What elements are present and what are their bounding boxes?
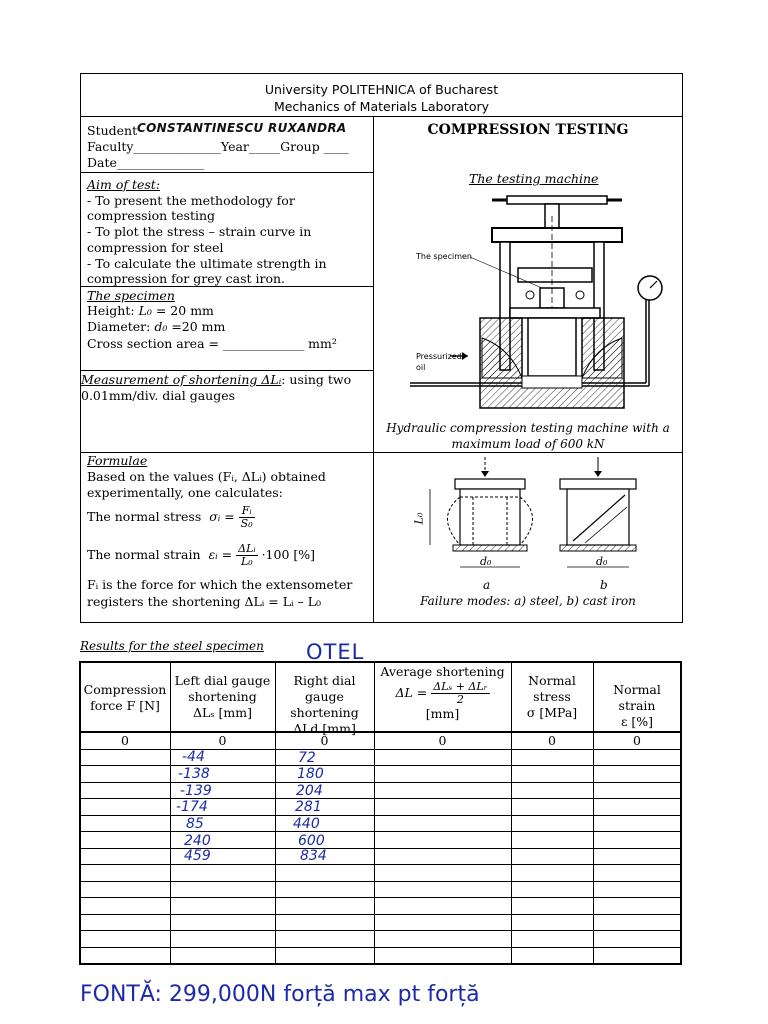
specimen-diameter [87,319,225,335]
average-symbol: ΔL = [395,685,428,700]
divider [80,172,373,173]
stress-fraction [239,505,255,530]
row-divider [80,897,681,898]
row-divider [80,831,681,832]
row-divider [80,914,681,915]
aim-line: compression for grey cast iron. [87,271,286,286]
average-fraction [431,681,489,706]
diameter-value: =20 mm [167,319,226,334]
stress-denominator: S₀ [240,517,253,530]
specimen-heading: The specimen [87,288,175,303]
table-cell: 0 [320,733,329,748]
row-divider [80,765,681,766]
strain-denominator: L₀ [241,555,253,568]
height-symbol: L₀ [138,303,152,318]
failure-caption: Failure modes: a) steel, b) cast iron [420,594,636,608]
right-gauge-reading: 600 [298,833,325,849]
results-heading: Results for the steel specimen [80,639,264,653]
footer-handwritten-note: FONTĂ: 299,000N forță max pt forță [80,982,480,1007]
formulae-intro: Based on the values (Fᵢ, ΔLᵢ) obtained [87,469,326,484]
average-formula [374,680,511,706]
testing-machine-diagram [410,188,680,416]
col-header-line: ε [%] [620,714,654,729]
machine-caption: Hydraulic compression testing machine with a [386,421,670,435]
col-header-line: ΔLd [mm] [293,721,356,736]
divider [80,452,683,453]
col-header-line: [mm] [425,706,460,721]
mode-b-label: b [600,578,608,592]
divider [80,370,373,371]
stress-label: The normal stress [87,509,202,524]
col-header-line: Normal strain [613,682,661,713]
right-gauge-reading: 281 [295,799,322,815]
row-divider [80,881,681,882]
measurement-rest: : using two [281,372,352,387]
left-gauge-reading: -174 [176,799,208,815]
l0-label: L₀ [412,512,426,525]
right-gauge-reading: 180 [297,766,324,782]
table-cell: 0 [218,733,227,748]
strain-numerator: ΔLᵢ [238,542,256,555]
right-gauge-reading: 204 [296,783,323,799]
left-gauge-reading: 85 [186,816,204,832]
col-header-line: stress [533,689,571,704]
col-header-line: shortening [188,689,257,704]
row-divider [80,782,681,783]
col-header-line: shortening [290,705,359,720]
row-divider [80,815,681,816]
col-header-line: σ [MPa] [526,705,578,720]
force-note: registers the shortening ΔLᵢ = Lᵢ – L₀ [87,594,322,609]
right-gauge-reading: 72 [298,750,316,766]
steel-handwritten-tag: OTEL [306,640,365,664]
row-divider [80,798,681,799]
table-cell: 0 [548,733,556,748]
table-cell: 0 [121,733,129,748]
row-divider [80,749,681,750]
average-numerator: ΔLₛ + ΔLᵣ [433,680,488,693]
stress-symbol: σᵢ = [209,509,235,524]
height-value: = 20 mm [151,303,214,318]
row-divider [80,848,681,849]
machine-specimen-label: The specimen [416,252,472,261]
stress-numerator: Fᵢ [239,505,255,518]
university-name: University POLITEHNICA of Bucharest [264,82,499,97]
strain-symbol: εᵢ = [208,547,233,562]
right-gauge-reading: 440 [293,816,320,832]
failure-modes-diagram [395,455,655,595]
table-cell: 0 [633,733,641,748]
row-divider [80,864,681,865]
col-header-line: Normal [528,673,576,688]
col-header-stress [511,673,593,721]
col-header-line: ΔLₛ [mm] [193,705,252,720]
left-gauge-reading: -138 [178,766,210,782]
col-header-average [374,664,511,722]
strain-tail: ·100 [%] [261,547,316,562]
student-name-handwritten: CONSTANTINESCU RUXANDRA [137,121,347,135]
date-line: Date______________ [87,155,205,170]
row-divider [80,947,681,948]
d0-label-a: d₀ [480,555,492,568]
diameter-label: Diameter: [87,319,151,334]
col-header-line: force F [N] [90,698,160,713]
formulae-intro: experimentally, one calculates: [87,485,283,500]
aim-line: - To calculate the ultimate strength in [87,256,327,271]
right-gauge-reading: 834 [300,848,327,864]
d0-label-b: d₀ [596,555,608,568]
left-gauge-reading: -139 [180,783,212,799]
col-header-right-gauge [275,673,374,737]
machine-heading: The testing machine [469,171,599,186]
col-header-left-gauge [170,673,275,721]
measurement-line2: 0.01mm/div. dial gauges [81,388,236,403]
col-header-line: Left dial gauge [174,673,271,688]
row-divider [80,930,681,931]
stress-formula [87,502,255,532]
col-header-line: Compression [83,682,167,697]
student-label: Student [87,123,138,138]
force-note: Fᵢ is the force for which the extensometer [87,577,353,592]
left-gauge-reading: 240 [184,833,211,849]
divider [373,116,374,623]
formulae-heading: Formulae [87,453,148,468]
aim-line: - To present the methodology for [87,193,295,208]
strain-label: The normal strain [87,547,201,562]
strain-formula [87,540,315,570]
oil-label: oil [416,363,426,372]
specimen-height [87,303,214,319]
aim-heading: Aim of test: [87,177,161,192]
machine-caption: maximum load of 600 kN [451,437,605,451]
col-header-strain [593,682,681,730]
measurement-heading [81,372,351,388]
left-gauge-reading: -44 [182,749,205,765]
col-header-line: Average shortening [380,664,505,679]
oil-label: Pressurized [416,352,462,361]
col-header-line: Right dial gauge [293,673,356,704]
lab-name: Mechanics of Materials Laboratory [273,99,490,114]
aim-line: - To plot the stress – strain curve in [87,224,312,239]
strain-fraction [236,543,257,568]
mode-a-label: a [483,578,491,592]
table-cell: 0 [438,733,447,748]
aim-line: compression for steel [87,240,224,255]
height-label: Height: [87,303,135,318]
left-gauge-reading: 459 [184,848,211,864]
cross-section-area: Cross section area = _____________ mm² [87,336,337,351]
diameter-symbol: d₀ [154,319,168,334]
col-header-force [80,682,170,714]
faculty-line: Faculty______________Year_____Group ____ [87,139,349,154]
aim-line: compression testing [87,208,216,223]
average-denominator: 2 [456,693,464,706]
measurement-title: Measurement of shortening ΔLᵢ [81,372,282,387]
divider [80,116,683,117]
sheet-title: COMPRESSION TESTING [427,122,629,138]
